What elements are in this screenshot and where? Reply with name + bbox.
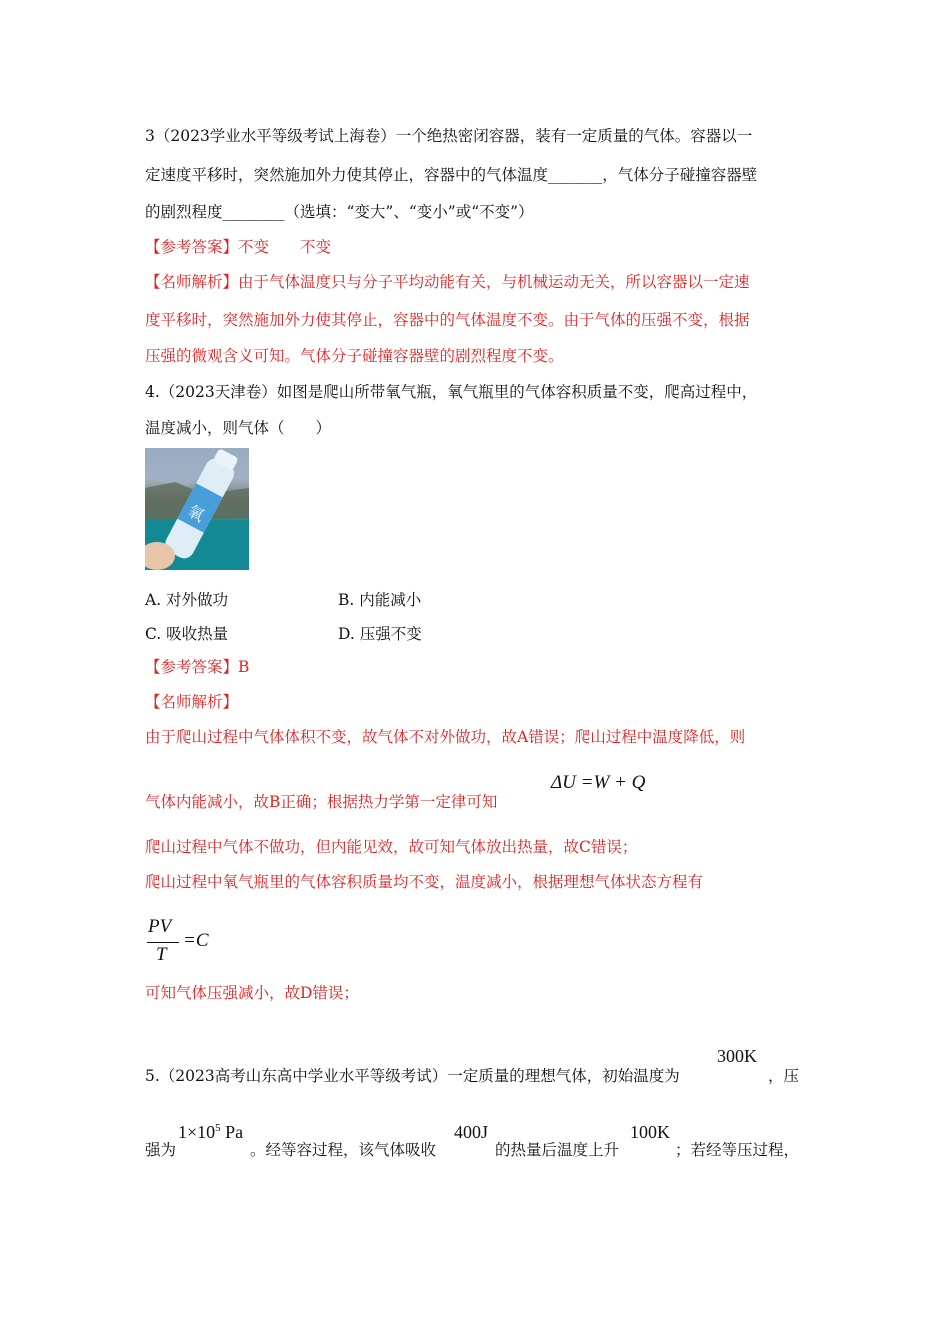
option-c: C. 吸收热量 [145, 625, 229, 643]
q3-analysis-1: 【名师解析】由于气体温度只与分子平均动能有关，与机械运动无关，所以容器以一定速 [145, 273, 750, 291]
q4-analysis-1: 由于爬山过程中气体体积不变，故气体不对外做功，故A错误；爬山过程中温度降低，则 [145, 728, 746, 746]
q3-line-1: 3（2023学业水平等级考试上海卷）一个绝热密闭容器，装有一定质量的气体。容器以一 [145, 127, 753, 145]
formula-denominator: T [156, 944, 167, 965]
q5-pressure [178, 1122, 243, 1143]
formula-numerator: PV [148, 916, 172, 937]
option-d: D. 压强不变 [338, 625, 422, 643]
ideal-gas-formula [145, 916, 225, 966]
option-b: B. 内能减小 [338, 591, 422, 609]
q4-analysis-title: 【名师解析】 [145, 693, 239, 711]
first-law-formula: ΔU =W + Q [551, 772, 646, 793]
pressure-base: 1×10 [178, 1122, 216, 1142]
q5-temp: 300K [717, 1046, 757, 1066]
fraction-bar [147, 942, 179, 943]
q5-line-2-start: 强为 [145, 1141, 177, 1159]
q5-line-2-mid-1: 。经等容过程，该气体吸收 [250, 1141, 437, 1159]
q5-line-2-end: ；若经等压过程， [675, 1141, 800, 1159]
q3-answer: 【参考答案】不变 不变 [145, 238, 332, 256]
bottle-label: 氧 [184, 501, 208, 526]
q5-heat: 400J [454, 1122, 489, 1142]
q5-line-1-end: ，压 [768, 1067, 800, 1085]
q3-analysis-3: 压强的微观含义可知。气体分子碰撞容器壁的剧烈程度不变。 [145, 347, 564, 365]
q3-line-3: 的剧烈程度________（选填：“变大”、“变小”或“不变”） [145, 203, 534, 221]
q4-line-1: 4.（2023天津卷）如图是爬山所带氧气瓶，氧气瓶里的气体容积质量不变，爬高过程中， [145, 383, 758, 401]
q3-line-2: 定速度平移时，突然施加外力使其停止，容器中的气体温度_______，气体分子碰撞容器壁 [145, 166, 758, 184]
q4-line-2: 温度减小，则气体（ ） [145, 419, 332, 437]
formula-rhs: =C [183, 930, 209, 951]
q3-analysis-2: 度平移时，突然施加外力使其停止，容器中的气体温度不变。由于气体的压强不变，根据 [145, 311, 750, 329]
q5-line-1: 5.（2023高考山东高中学业水平等级考试）一定质量的理想气体，初始温度为 [145, 1067, 680, 1085]
pressure-unit: Pa [220, 1122, 244, 1142]
q5-line-2-mid-2: 的热量后温度上升 [495, 1141, 620, 1159]
oxygen-bottle-illustration [145, 448, 249, 570]
oxygen-bottle-photo [145, 448, 249, 570]
q4-analysis-3: 爬山过程中气体不做功，但内能见效，故可知气体放出热量，故C错误； [145, 838, 638, 856]
q4-analysis-2: 气体内能减小，故B正确；根据热力学第一定律可知 [145, 793, 498, 811]
q4-analysis-4: 爬山过程中氧气瓶里的气体容积质量均不变，温度减小，根据理想气体状态方程有 [145, 873, 704, 891]
q4-answer: 【参考答案】B [145, 658, 250, 676]
pressure-exponent: 5 [215, 1122, 221, 1134]
option-a: A. 对外做功 [145, 591, 229, 609]
q4-analysis-5: 可知气体压强减小，故D错误； [145, 984, 359, 1002]
q5-rise: 100K [630, 1122, 670, 1142]
